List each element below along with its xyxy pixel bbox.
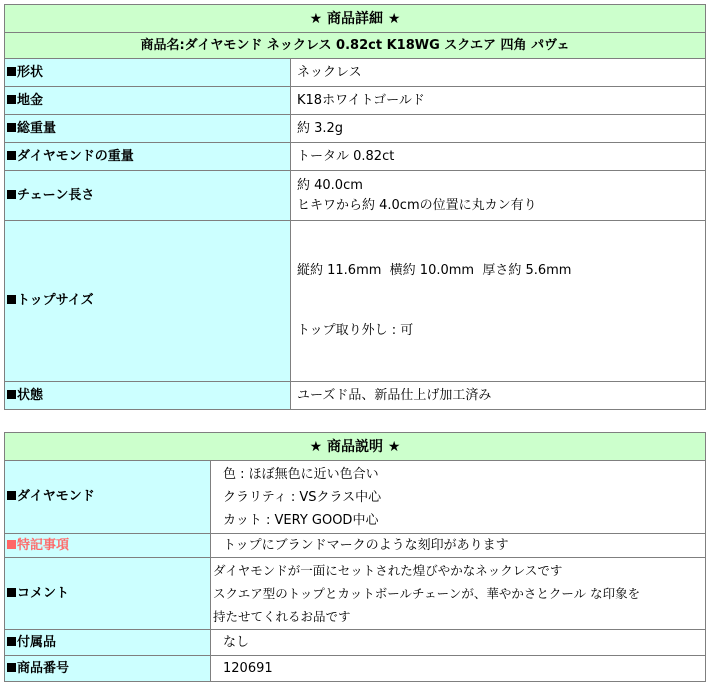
detail-label: 総重量 [17,120,57,136]
bullet-square-icon [7,390,16,399]
desc-label: コメント [17,585,70,601]
desc-value: 色 : ほぼ無色に近い色合い [223,466,379,482]
detail-label: チェーン長さ [17,187,95,203]
bullet-square-icon [7,67,16,76]
desc-value: 120691 [223,660,273,676]
detail-value: ヒキワから約 4.0cmの位置に丸カン有り [297,197,537,213]
bullet-square-icon [7,190,16,199]
desc-label: 商品番号 [17,660,70,676]
description-header: ★ 商品説明 ★ [5,433,706,461]
detail-row-top-size [5,221,706,382]
bullet-square-icon [7,95,16,104]
desc-label: 特記事項 [17,537,70,553]
product-name: 商品名:ダイヤモンド ネックレス 0.82ct K18WG スクエア 四角 パヴェ [5,33,706,59]
bullet-square-icon [7,540,16,549]
desc-value: クラリティ : VSクラス中心 [223,489,382,505]
bullet-square-icon [7,663,16,672]
detail-value: トータル 0.82ct [297,148,395,164]
detail-value: ユーズド品、新品仕上げ加工済み [297,387,492,403]
detail-row-shape [5,59,706,87]
detail-value: 縦約 11.6mm 横約 10.0mm 厚さ約 5.6mm [297,263,572,278]
desc-label: 付属品 [17,634,57,650]
detail-value: トップ取り外し : 可 [297,323,414,338]
desc-value: スクエア型のトップとカットボールチェーンが、華やかさとクール な印象を [213,586,641,601]
detail-row-total-weight [5,115,706,143]
bullet-square-icon [7,491,16,500]
desc-label: ダイヤモンド [17,489,95,504]
desc-value: 持たせてくれるお品です [213,609,351,624]
detail-label: 形状 [17,64,44,80]
detail-row-metal [5,87,706,115]
bullet-square-icon [7,588,16,597]
desc-value: なし [223,634,250,650]
desc-row-comment [5,558,706,630]
detail-value: K18ホワイトゴールド [297,92,425,108]
detail-value: 約 3.2g [297,120,344,136]
detail-label: 状態 [17,387,44,403]
detail-label: 地金 [17,92,44,108]
bullet-square-icon [7,637,16,646]
detail-value: 約 40.0cm [297,177,363,193]
detail-row-diamond-weight [5,143,706,171]
product-description-table [4,432,706,682]
desc-row-diamond [5,461,706,534]
bullet-square-icon [7,151,16,160]
desc-row-accessories [5,630,706,656]
desc-value: カット : VERY GOOD中心 [223,512,379,528]
detail-row-condition [5,382,706,410]
bullet-square-icon [7,123,16,132]
desc-row-special-notes [5,534,706,558]
bullet-square-icon [7,295,16,304]
desc-row-item-number [5,656,706,682]
desc-value: トップにブランドマークのような刻印があります [223,537,509,553]
detail-header: ★ 商品詳細 ★ [5,5,706,33]
desc-value: ダイヤモンドが一面にセットされた煌びやかなネックレスです [213,563,563,578]
detail-row-chain-length [5,171,706,221]
detail-label: トップサイズ [17,293,94,308]
detail-label: ダイヤモンドの重量 [17,148,134,164]
detail-value: ネックレス [297,64,362,80]
product-detail-table [4,4,706,410]
